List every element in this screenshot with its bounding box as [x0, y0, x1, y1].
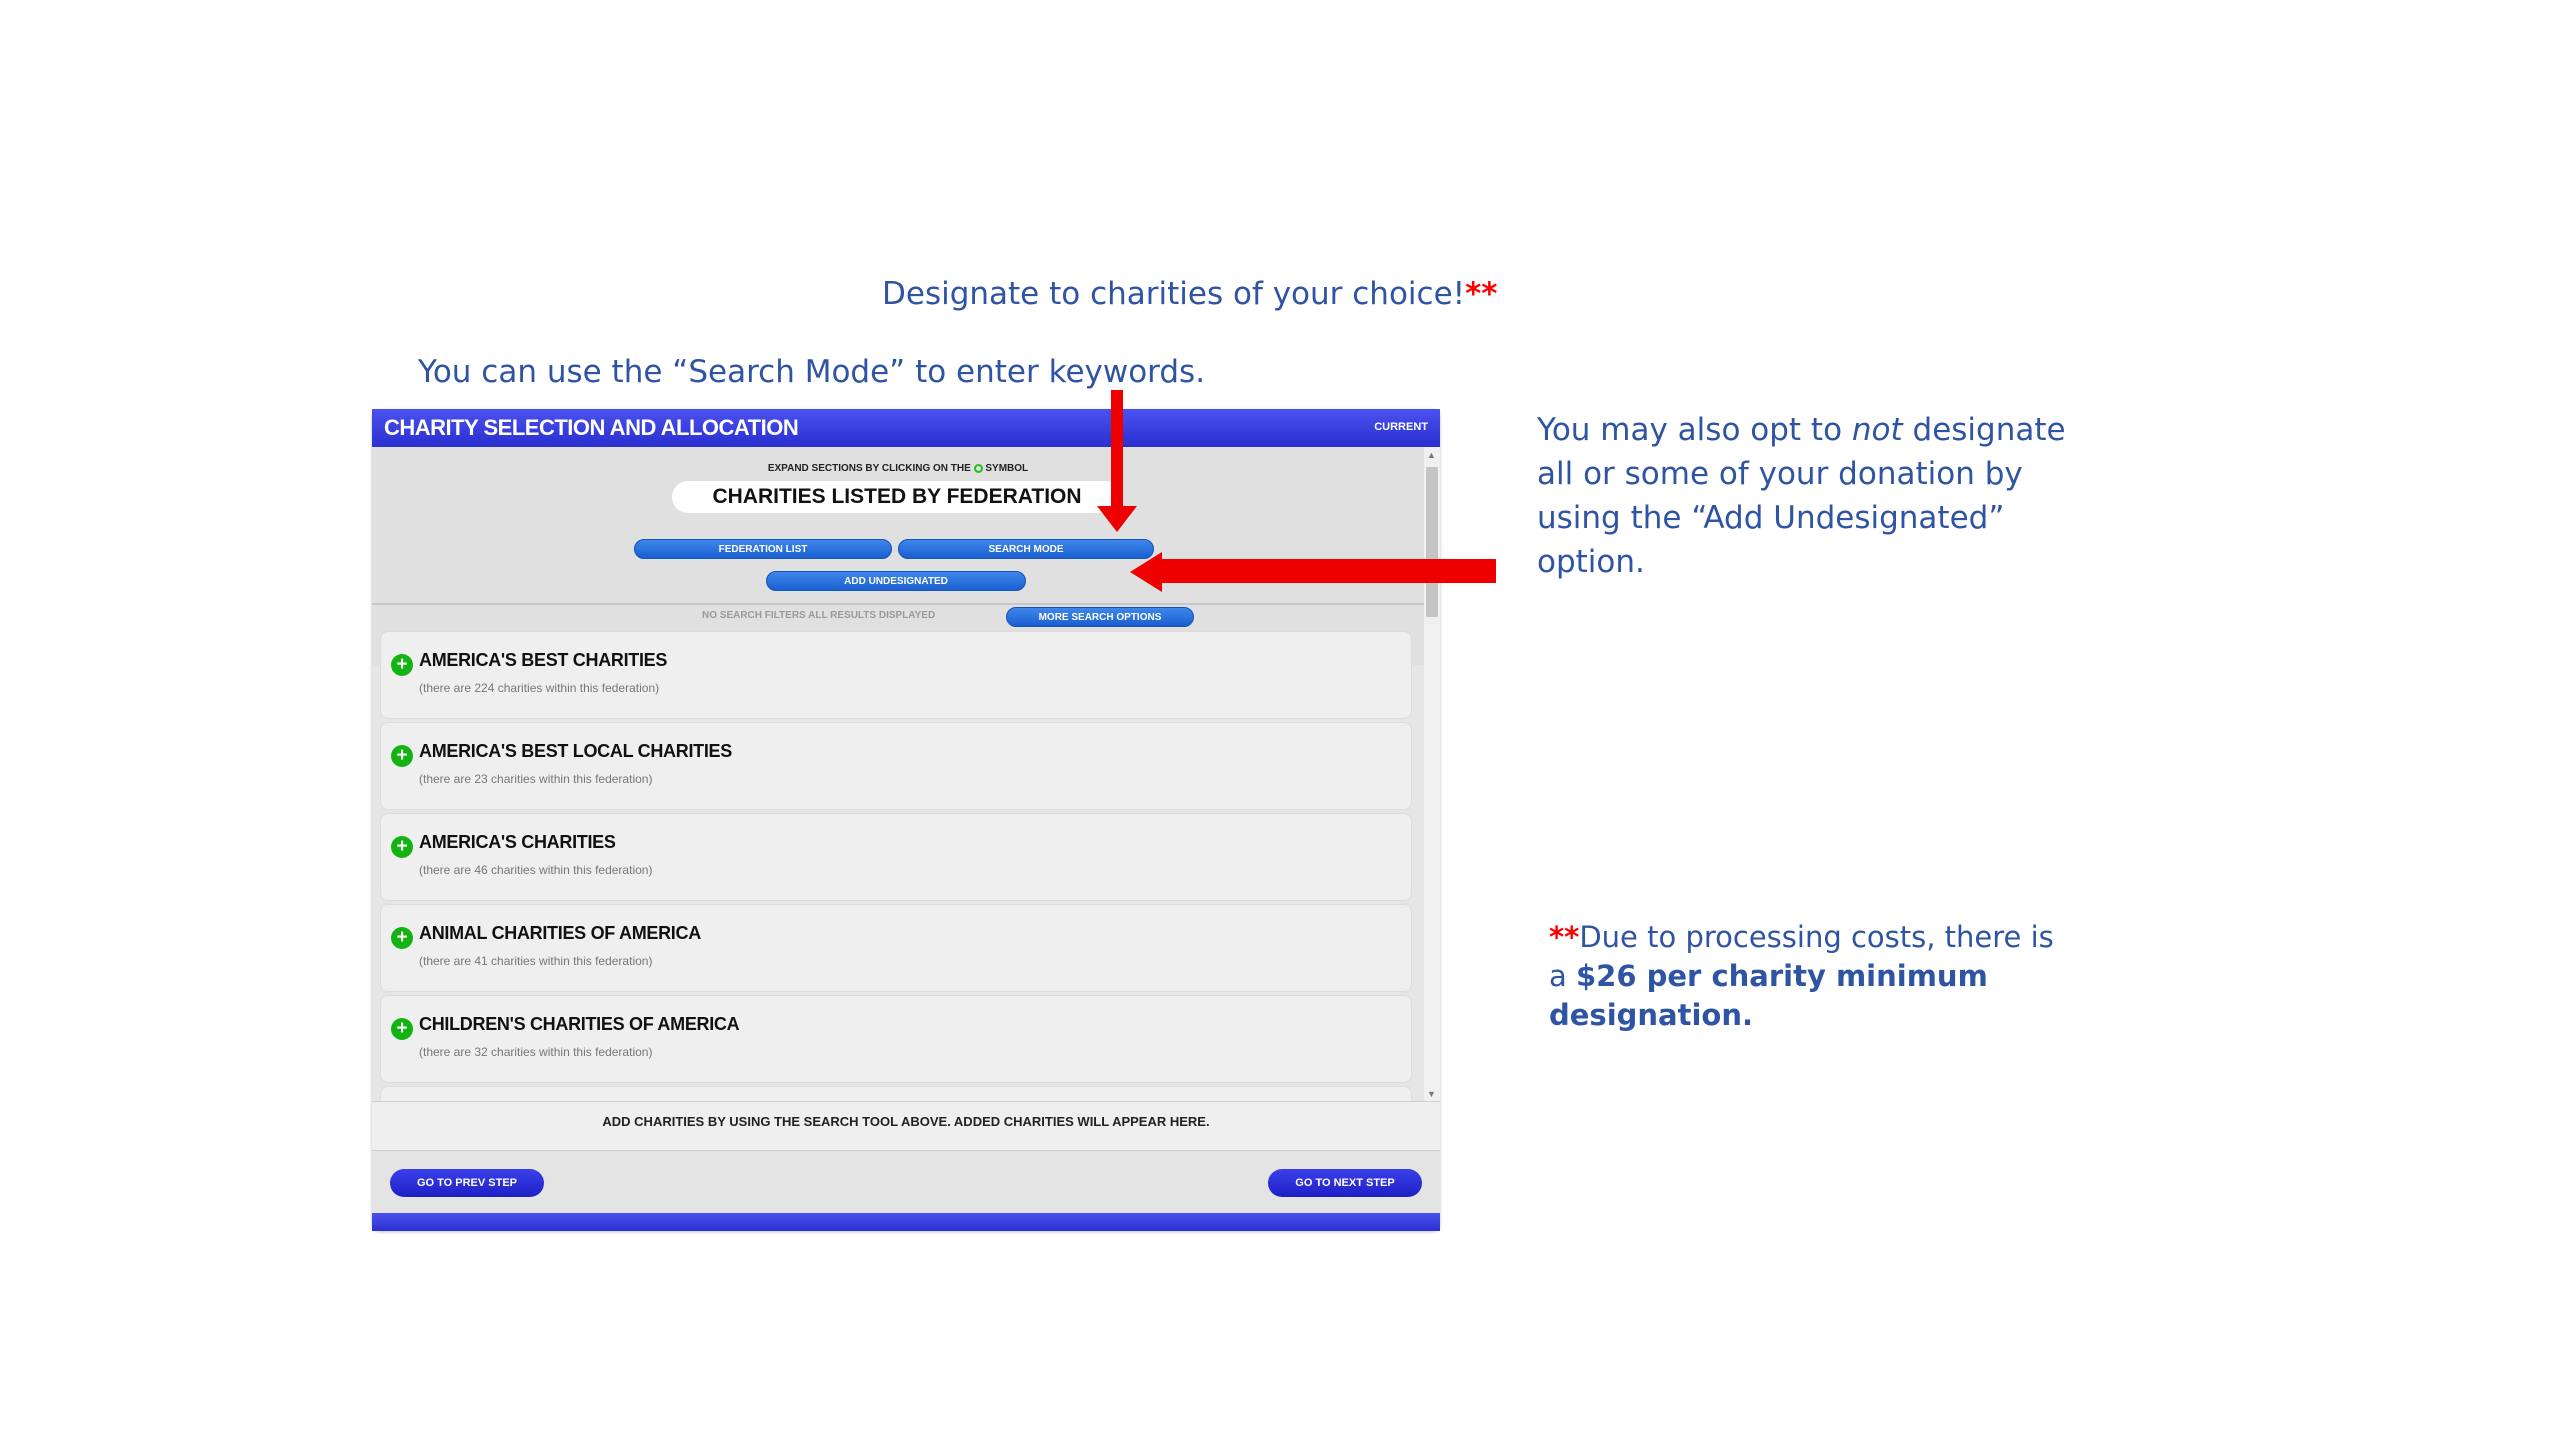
panel-title: CHARITY SELECTION AND ALLOCATION	[384, 415, 799, 440]
federation-name: AMERICA'S BEST LOCAL CHARITIES	[419, 741, 732, 761]
headline-annotation	[882, 272, 1498, 316]
federation-name: AMERICA'S CHARITIES	[419, 832, 616, 852]
federation-count: (there are 224 charities within this federation)	[419, 681, 660, 695]
expand-hint-pre: EXPAND SECTIONS BY CLICKING ON THE	[767, 463, 971, 474]
federation-row[interactable]	[380, 722, 1412, 810]
undesignated-text-post: designate all or some of your donation by using the “Add Undesignated” option.	[1537, 412, 2066, 580]
charity-selection-panel	[372, 409, 1440, 1231]
federation-row[interactable]	[380, 631, 1412, 719]
next-step-button[interactable]: GO TO NEXT STEP	[1268, 1169, 1422, 1197]
more-search-options-button[interactable]: MORE SEARCH OPTIONS	[1006, 607, 1194, 627]
federation-count: (there are 23 charities within this federation)	[419, 772, 653, 786]
federation-count: (there are 46 charities within this federation)	[419, 863, 653, 877]
panel-footer	[372, 1150, 1440, 1213]
federation-count: (there are 41 charities within this federation)	[419, 954, 653, 968]
arrow-left-head-icon	[1130, 552, 1162, 592]
footnote-annotation	[1549, 918, 2069, 1035]
scroll-down-icon[interactable]: ▼	[1427, 1089, 1436, 1099]
federation-name: CHILDREN'S CHARITIES OF AMERICA	[419, 1014, 740, 1034]
plus-circle-icon[interactable]: +	[391, 654, 413, 676]
federation-name: AMERICA'S BEST CHARITIES	[419, 650, 668, 670]
federation-name: ANIMAL CHARITIES OF AMERICA	[419, 923, 701, 943]
federation-row[interactable]	[380, 904, 1412, 992]
undesignated-annotation	[1537, 408, 2097, 584]
filter-row	[372, 603, 1424, 627]
expand-hint	[372, 463, 1424, 474]
scroll-thumb[interactable]	[1426, 467, 1438, 617]
panel-bottom-bar	[372, 1213, 1440, 1231]
search-mode-button[interactable]: SEARCH MODE	[898, 539, 1154, 559]
undesignated-text-pre: You may also opt to	[1537, 412, 1852, 448]
footnote-text: Due to processing costs, there is a	[1549, 920, 2054, 993]
arrow-left-icon	[1160, 559, 1496, 583]
scrollbar[interactable]	[1424, 447, 1440, 1101]
arrow-down-head-icon	[1097, 506, 1137, 532]
footnote-asterisks: **	[1549, 920, 1580, 954]
search-mode-annotation: You can use the “Search Mode” to enter keywords.	[418, 354, 1206, 390]
panel-header	[372, 409, 1440, 447]
circle-icon	[974, 464, 983, 473]
plus-circle-icon[interactable]: +	[391, 927, 413, 949]
federation-list-button[interactable]: FEDERATION LIST	[634, 539, 892, 559]
add-undesignated-button[interactable]: ADD UNDESIGNATED	[766, 571, 1026, 591]
headline-asterisks: **	[1465, 276, 1498, 312]
plus-circle-icon[interactable]: +	[391, 836, 413, 858]
undesignated-text-em: not	[1851, 412, 1903, 448]
filter-status: NO SEARCH FILTERS ALL RESULTS DISPLAYED	[702, 610, 936, 621]
plus-circle-icon[interactable]: +	[391, 1018, 413, 1040]
prev-step-button[interactable]: GO TO PREV STEP	[390, 1169, 544, 1197]
plus-circle-icon[interactable]: +	[391, 745, 413, 767]
status-badge: CURRENT	[1374, 421, 1428, 433]
headline-text: Designate to charities of your choice!	[882, 276, 1466, 312]
added-charities-area	[372, 1101, 1440, 1150]
federation-count: (there are 32 charities within this federation)	[419, 1045, 653, 1059]
list-heading: CHARITIES LISTED BY FEDERATION	[672, 481, 1122, 513]
expand-hint-post: SYMBOL	[985, 463, 1029, 474]
added-charities-note: ADD CHARITIES BY USING THE SEARCH TOOL ABOVE. ADDED CHARITIES WILL APPEAR HERE.	[602, 1114, 1210, 1129]
federation-list	[372, 625, 1424, 1101]
federation-row[interactable]	[380, 813, 1412, 901]
arrow-down-icon	[1111, 390, 1123, 510]
scroll-up-icon[interactable]: ▲	[1427, 450, 1436, 460]
federation-row[interactable]	[380, 995, 1412, 1083]
footnote-bold: $26 per charity minimum designation.	[1549, 959, 1988, 1032]
